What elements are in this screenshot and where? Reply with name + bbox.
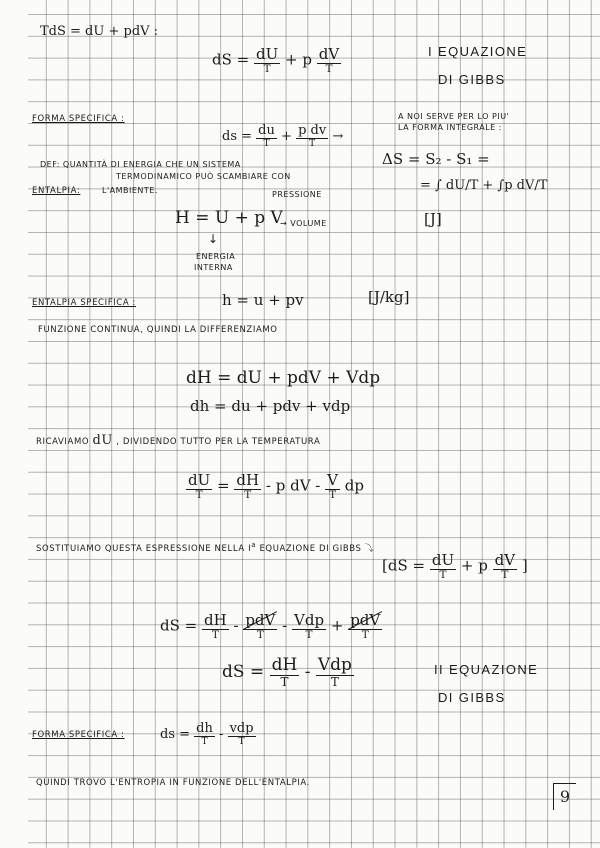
page-number: 9: [553, 783, 576, 810]
delta-s-integral: = ∫ dU/T + ∫p dV/T: [420, 178, 548, 193]
cancelled-term: pdV: [245, 611, 276, 629]
forma-specifica-label: FORMA SPECIFICA :: [32, 114, 125, 124]
du-over-t-equation: $\frac{dU}{T}$ = $\frac{dH}{T}$ - p dV - $\frac{V}{T}$ dp: [188, 471, 364, 501]
definition-line-1: DEF: QUANTITÀ DI ENERGIA CHE UN SISTEMA: [40, 160, 241, 169]
specific-enthalpy-equation: h = u + pv: [222, 291, 304, 309]
arrow-icon: →: [332, 129, 344, 145]
substituted-equation: dS = $\frac{dH}{T}$ - $\frac{\text{pdV}}{T}$ - $\frac{\text{Vdp}}{T}$ + $\frac{\text{pdV}}{T}$: [160, 611, 381, 641]
entalpia-specifica-label: ENTALPIA SPECIFICA :: [32, 298, 137, 308]
ds-lhs: dS =: [212, 50, 250, 69]
specific-enthalpy-unit: [J/kg]: [368, 288, 410, 306]
tds-equation: TdS = dU + pdV :: [40, 24, 159, 39]
quindi-line: QUINDI TROVO L'ENTROPIA IN FUNZIONE DELL'ENTALPIA.: [36, 778, 310, 788]
second-gibbs-title: II EQUAZIONE: [434, 662, 539, 677]
funzione-continua: FUNZIONE CONTINUA, QUINDI LA DIFFERENZIAMO: [38, 325, 278, 335]
fraction-du-t: $\frac{dU}{T}$: [256, 45, 279, 75]
bracketed-first-gibbs: [dS = $\frac{dU}{T}$ + p $\frac{dV}{T}$ ]: [382, 551, 528, 581]
specific-entropy-equation: ds = $\frac{du}{T}$ + $\frac{\text{p dv}}{T}$ →: [222, 123, 344, 150]
fraction-dv-t: $\frac{dV}{T}$: [318, 45, 340, 75]
first-gibbs-title-2: DI GIBBS: [438, 72, 506, 87]
entalpia-label: ENTALPIA:: [32, 186, 81, 196]
specific-second-gibbs: ds = $\frac{dh}{T}$ - $\frac{\text{vdp}}{T}$: [160, 721, 254, 748]
dh-equation: dH = dU + pdV + Vdp: [186, 368, 381, 388]
forma-specifica-label-2: FORMA SPECIFICA :: [32, 730, 125, 740]
second-gibbs-equation: dS = $\frac{dH}{T}$ - $\frac{\text{Vdp}}{T}$: [222, 655, 352, 689]
plus-p: + p: [285, 50, 312, 69]
first-gibbs-equation: [212, 46, 341, 75]
page-margin: [0, 0, 28, 848]
down-arrow-icon: ↓: [208, 232, 219, 246]
first-gibbs-title: I EQUAZIONE: [428, 44, 528, 59]
energia-label: ENERGIA: [196, 252, 236, 261]
ricaviamo-line: RICAVIAMO dU , DIVIDENDO TUTTO PER LA TEMPERATURA: [36, 433, 321, 448]
interna-label: INTERNA: [194, 263, 233, 272]
volume-label: → VOLUME: [280, 219, 327, 228]
ambiente-label: L'AMBIENTE.: [102, 186, 158, 195]
pressione-label: PRESSIONE: [272, 190, 322, 199]
dh-specific-equation: dh = du + pdv + vdp: [190, 397, 351, 415]
delta-s-equation: ΔS = S₂ - S₁ =: [382, 150, 490, 168]
second-gibbs-title-2: DI GIBBS: [438, 690, 506, 705]
a-noi-serve: A NOI SERVE PER LO PIU': [398, 112, 510, 121]
sostituiamo-line: SOSTITUIAMO QUESTA ESPRESSIONE NELLA $I^a$ EQUAZIONE DI GIBBS ⤵: [36, 540, 374, 554]
enthalpy-definition: H = U + p V: [175, 208, 283, 228]
definition-line-2: TERMODINAMICO PUÒ SCAMBIARE CON: [116, 172, 291, 181]
joule-unit: [J]: [424, 210, 442, 228]
cancelled-term: pdV: [350, 611, 381, 629]
forma-integrale: LA FORMA INTEGRALE :: [398, 123, 502, 132]
